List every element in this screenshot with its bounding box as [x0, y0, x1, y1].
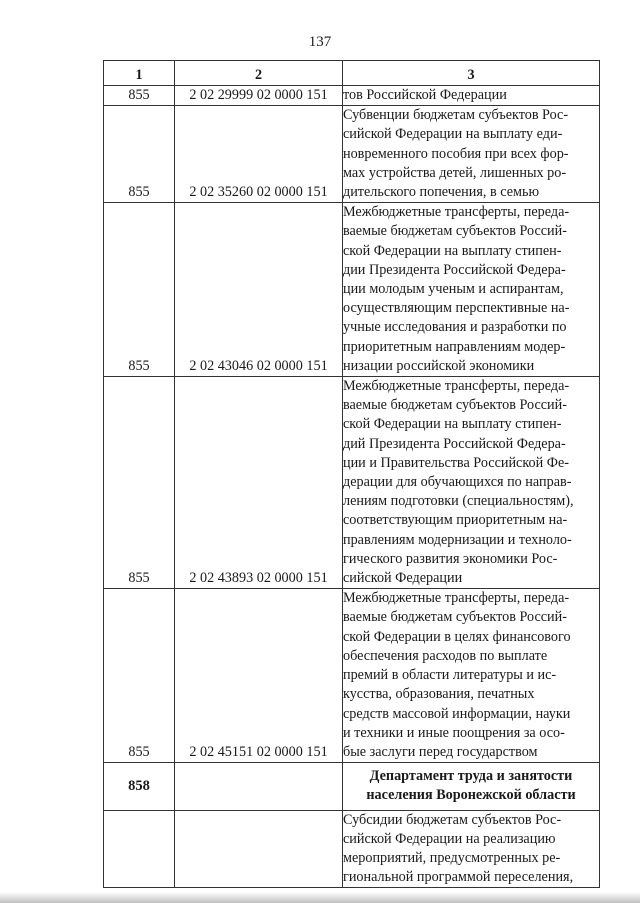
table-row — [104, 106, 600, 203]
revenue-description — [343, 377, 600, 589]
description-line: ваемые бюджетам субъектов Россий- — [343, 609, 567, 626]
revenue-description — [343, 86, 600, 106]
description-line: мероприятий, предусмотренных ре- — [343, 849, 561, 866]
department-row — [104, 763, 600, 810]
description-line: дий Президента Российской Федера- — [343, 435, 566, 452]
description-line: гического развития экономики Рос- — [343, 550, 558, 567]
chapter-code: 855 — [104, 86, 175, 106]
description-line: ции молодым ученым и аспирантам, — [343, 281, 564, 298]
description-line: Субсидии бюджетам субъектов Рос- — [343, 811, 562, 828]
revenue-code: 2 02 29999 02 0000 151 — [175, 86, 343, 106]
description-line: ской Федерации в целях финансового — [343, 628, 571, 645]
revenue-description — [343, 106, 600, 203]
table-row — [104, 86, 600, 106]
header-col-3: 3 — [343, 61, 600, 86]
description-line: бые заслуги перед государством — [343, 743, 538, 760]
revenue-description — [343, 203, 600, 377]
revenue-code: 2 02 43893 02 0000 151 — [175, 377, 343, 589]
header-col-1: 1 — [104, 61, 175, 86]
chapter-code — [104, 810, 175, 888]
description-line: осуществляющим перспективные на- — [343, 300, 570, 317]
chapter-code: 855 — [104, 377, 175, 589]
revenue-description — [343, 810, 600, 888]
description-line: гиональной программой переселения, — [343, 869, 574, 886]
description-line: обеспечения расходов по выплате — [343, 647, 548, 664]
description-line: дительского попечения, в семью — [343, 184, 540, 201]
table-header-row — [104, 61, 600, 86]
description-line: сийской Федерации на выплату еди- — [343, 126, 563, 143]
description-line: низации российской экономики — [343, 357, 535, 374]
chapter-code: 855 — [104, 589, 175, 763]
description-line: учные исследования и разработки по — [343, 319, 567, 336]
description-line: Межбюджетные трансферты, переда- — [343, 378, 570, 395]
revenue-code — [175, 763, 343, 810]
description-line: соответствующим приоритетным на- — [343, 512, 568, 529]
description-line: ской Федерации на выплату стипен- — [343, 416, 562, 433]
chapter-code: 858 — [104, 763, 175, 810]
description-line: кусства, образования, печатных — [343, 686, 535, 703]
description-line: Межбюджетные трансферты, переда- — [343, 590, 570, 607]
description-line: средств массовой информации, науки — [343, 705, 571, 722]
table-row — [104, 203, 600, 377]
description-line: лениям подготовки (специальностям), — [343, 493, 574, 510]
department-name — [343, 763, 600, 810]
description-line: правлениям модернизации и техноло- — [343, 531, 572, 548]
department-name-line: Департамент труда и занятости — [369, 768, 573, 785]
description-line: ции и Правительства Российской Фе- — [343, 454, 569, 471]
description-line: приоритетным направлениям модер- — [343, 338, 566, 355]
description-line: ской Федерации на выплату стипен- — [343, 242, 562, 259]
description-line: дерации для обучающихся по направ- — [343, 474, 572, 491]
table-row — [104, 589, 600, 763]
chapter-code: 855 — [104, 106, 175, 203]
description-line: ваемые бюджетам субъектов Россий- — [343, 223, 567, 240]
department-name-line: населения Воронежской области — [366, 787, 576, 804]
description-line: тов Российской Федерации — [343, 87, 507, 103]
description-line: Межбюджетные трансферты, переда- — [343, 204, 570, 221]
table-row — [104, 810, 600, 888]
description-line: новременного пособия при всех фор- — [343, 145, 569, 162]
revenue-code: 2 02 45151 02 0000 151 — [175, 589, 343, 763]
description-line: сийской Федерации — [343, 570, 463, 587]
scan-bottom-edge — [0, 892, 640, 903]
revenue-code: 2 02 43046 02 0000 151 — [175, 203, 343, 377]
description-line: мах устройства детей, лишенных ро- — [343, 164, 567, 181]
table-row — [104, 377, 600, 589]
budget-classification-table — [103, 60, 600, 888]
revenue-code — [175, 810, 343, 888]
description-line: дии Президента Российской Федера- — [343, 261, 566, 278]
revenue-code: 2 02 35260 02 0000 151 — [175, 106, 343, 203]
description-line: Субвенции бюджетам субъектов Рос- — [343, 107, 569, 124]
description-line: сийской Федерации на реализацию — [343, 830, 556, 847]
description-line: премий в области литературы и ис- — [343, 667, 557, 684]
header-col-2: 2 — [175, 61, 343, 86]
page-number: 137 — [308, 34, 332, 50]
description-line: ваемые бюджетам субъектов Россий- — [343, 397, 567, 414]
description-line: и техники и иные поощрения за осо- — [343, 724, 565, 741]
chapter-code: 855 — [104, 203, 175, 377]
revenue-description — [343, 589, 600, 763]
